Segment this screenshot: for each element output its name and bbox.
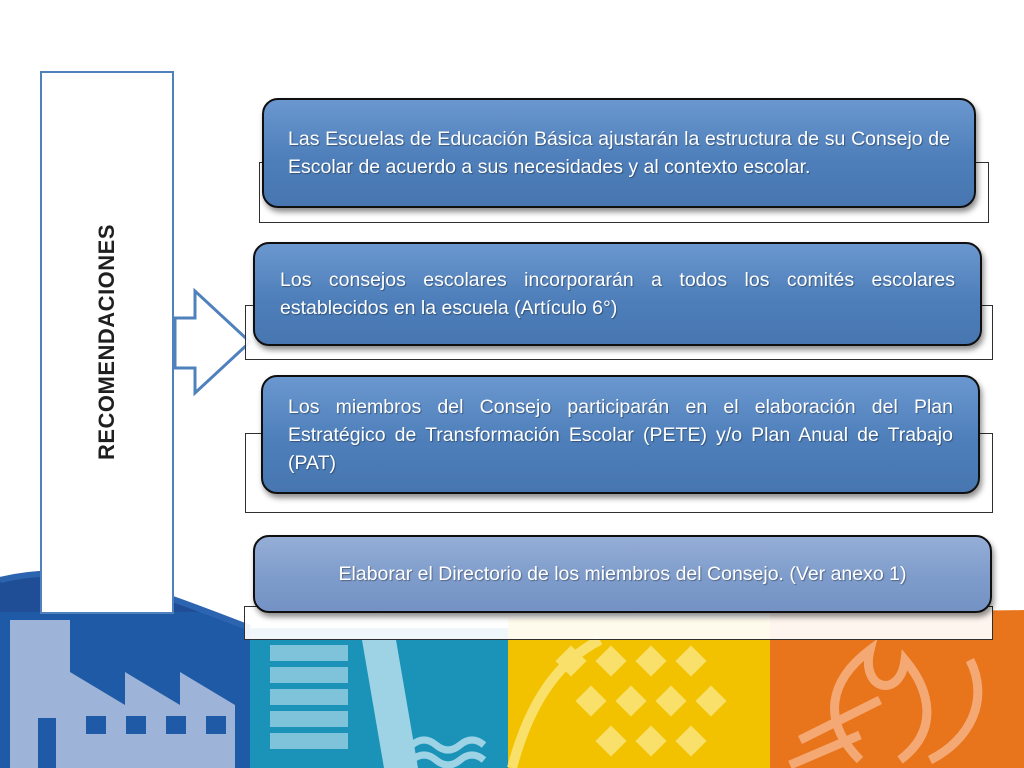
building-icon (270, 645, 348, 749)
recommendations-label: RECOMENDACIONES (94, 223, 119, 461)
recommendation-card-2 (253, 242, 982, 346)
recommendation-text-1: Las Escuelas de Educación Básica ajustarán la estructura de su Consejo de Escolar de acuerdo a sus necesidades y al contexto escolar. (288, 128, 950, 178)
recommendation-text-3: Los miembros del Consejo participarán en el elaboración del Plan Estratégico de Transformación Escolar (PETE) y/o Plan Anual de Trabajo (PAT) (288, 395, 953, 474)
recommendation-card-4 (253, 535, 992, 613)
recommendation-card-3 (261, 375, 980, 494)
recommendation-text-4: Elaborar el Directorio de los miembros del Consejo. (Ver anexo 1) (338, 563, 907, 585)
recommendation-card-1 (262, 98, 976, 208)
recommendation-text-2: Los consejos escolares incorporarán a todos los comités escolares establecidos en la escuela (Artículo 6°) (280, 269, 955, 319)
